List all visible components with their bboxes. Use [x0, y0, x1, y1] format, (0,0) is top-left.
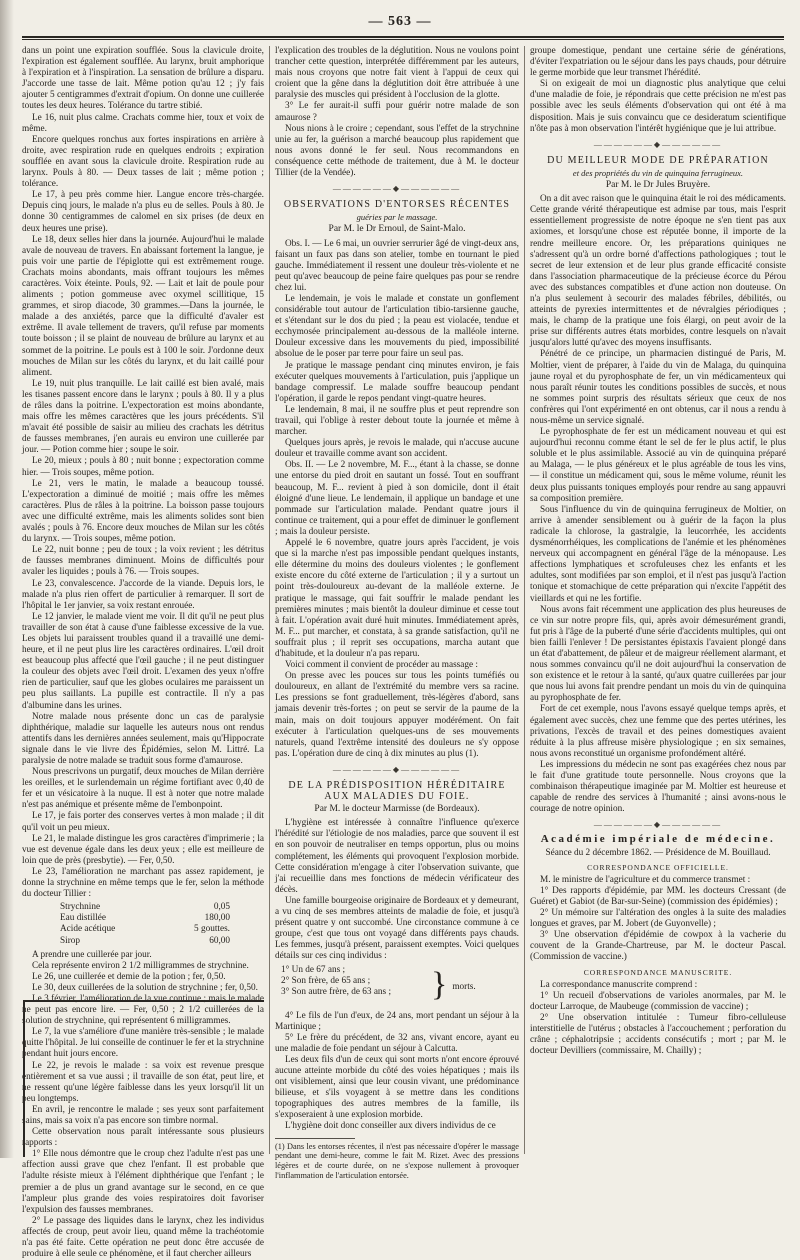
- paragraph: Voici comment il convient de procéder au massage :: [285, 660, 478, 671]
- paragraph: En avril, je rencontre le malade ; ses yeux sont parfaitement sains, mais sa voix n'a pas encore son timbre normal.: [22, 1104, 264, 1126]
- author-byline: Par M. le Dr Jules Bruyère.: [605, 180, 711, 191]
- case-list: [281, 965, 519, 1009]
- subsection-heading: CORRESPONDANCE MANUSCRITE.: [583, 967, 733, 977]
- section-divider: ——————◆——————: [332, 764, 462, 774]
- paragraph: Obs. II. — Le 2 novembre, M. F..., étant à la chasse, se donne une entorse du pied droit en sautant un fossé. Tout en souffrant beaucoup, M. F... revient à pied à son domicile, dont il était éloigné d'une lieue. Le lendemain, il applique un bandage et une pommade sur l'articulation malade. Pendant quatre jours il continue ce traitement, qui a pour effet de diminuer le gonflement ; mais la douleur persiste.: [275, 460, 519, 537]
- paragraph: Nous prescrivons un purgatif, deux mouches de Milan derrière les oreilles, et le surlendemain un régime fortifiant avec 0,40 de fer et un vésicatoire à la nuque. Il est à noter que notre malade n'est pas anémique et présente même de l'embonpoint.: [22, 767, 264, 811]
- column-left: [22, 46, 264, 1260]
- prescription-name: Strychnine: [60, 902, 101, 913]
- page-number: — 563 —: [368, 14, 432, 29]
- prescription-qty: 60,00: [209, 935, 230, 946]
- paragraph: Le 26, une cuillerée et demie de la potion ; fer, 0,50.: [32, 971, 226, 982]
- header-rule: [22, 36, 784, 40]
- column-divider: [269, 46, 270, 1154]
- paragraph: Le pyrophosphate de fer est un médicament nouveau et qui est aujourd'hui reconnu comme étant le sel de fer le plus actif, le plus soluble et le plus assimilable. Associé au vin de quinquina préparé au Malaga, — le plus généreux et le plus agréable de tous les vins, — il constitue un médicament qui, sous le même volume, réunit les deux plus puissants toniques employés pour rendre au sang appauvri sa composition première.: [530, 427, 786, 504]
- paragraph: Le 17, je fais porter des conserves vertes à mon malade ; il dit qu'il voit un peu mieux.: [22, 811, 264, 833]
- prescription-name: Acide acétique: [60, 924, 116, 935]
- paragraph: Pénétré de ce principe, un pharmacien distingué de Paris, M. Moltier, vient de préparer, à l'aide du vin de Malaga, du quinquina jaune royal et du pyrophosphate de fer, un vin médicamenteux qui nous paraît réunir toutes les conditions possibles de succès, et nous ne sommes point surpris des résultats sérieux que ceux de nos confrères qui l'ont expérimenté en ont obtenus, car il nous a rendu à nous-même un service signalé.: [530, 349, 786, 426]
- section-divider: ——————◆——————: [593, 139, 723, 149]
- prescription-row: [60, 936, 230, 947]
- column-right: [530, 46, 786, 1154]
- section-subtitle: et des propriétés du vin de quinquina ferrugineux.: [572, 167, 744, 178]
- author-byline: Par M. le docteur Marmisse (de Bordeaux).: [314, 804, 480, 815]
- section-title: DU MEILLEUR MODE DE PRÉPARATION: [547, 154, 769, 166]
- paragraph: Cela représente environ 2 1/2 milligrammes de strychnine.: [32, 960, 249, 971]
- paragraph: l'explication des troubles de la déglutition. Nous ne voulons point trancher cette question, interprétée différemment par les auteurs, mais nous croyons que notre fait vient à l'appui de ceux qui croient que la gêne dans la déglutition doit être attribuée à une paralysie des muscles qui président à l'occlusion de la glotte.: [275, 46, 519, 101]
- paragraph: Le 3 février, l'amélioration de la vue continue ; mais le malade ne peut pas encore lire. — Fer, 0,50 ; 2 1/2 cuillerées de la solution de strychnine, qui représentent 6 milligrammes.: [22, 993, 264, 1027]
- case-item: 2° Son frère, de 65 ans ;: [281, 975, 371, 986]
- paragraph: groupe domestique, pendant une certaine série de générations, d'éviter l'expatriation ou le séjour dans les pays chauds, pour détruire le germe morbide que leur transmet l'hérédité.: [530, 46, 786, 79]
- prescription-qty: 180,00: [204, 913, 230, 924]
- paragraph: Le 19, nuit plus tranquille. Le lait caillé est bien avalé, mais les tisanes passent encore dans le larynx ; pouls à 80. Il y a plus de râles dans la poitrine. L'expectoration est moins abondante, mais offre les mêmes caractères que les jours précédents. S'il m'avait été possible de saisir au milieu des crachats les détritus de fausses membranes, j'en aurais eu environ une cuillerée par jour. — Potion comme hier ; soupe le soir.: [22, 378, 264, 456]
- brace-glyph: }: [431, 965, 448, 1003]
- paragraph: Le 23, convalescence. J'accorde de la viande. Depuis lors, le malade n'a plus rien offert de particulier à remarquer. Il sort de l'hôpital le 1er janvier, sa voix restant enrouée.: [22, 578, 264, 611]
- paragraph: 3° Le fer aurait-il suffi pour guérir notre malade de son amaurose ?: [275, 101, 519, 123]
- prescription-name: Sirop: [60, 935, 81, 946]
- prescription-qty: 5 gouttes.: [194, 924, 230, 935]
- paragraph: dans un point une expiration soufflée. Sous la clavicule droite, l'expiration est également soufflée. Au larynx, bruit amphorique à l'expiration et à l'inspiration. La sensation de brûlure a disparu. J'accorde une tasse de lait. Même potion qu'au 12 ; j'y fais ajouter 5 centigrammes d'extrait d'opium. On donne une cuillerée toutes les deux heures. Tolérance du tartre stibié.: [22, 46, 264, 112]
- paragraph: 5° Le frère du précédent, de 32 ans, vivant encore, ayant eu une maladie de foie pendant un séjour à Calcutta.: [275, 1032, 519, 1054]
- paragraph: Le 22, je revois le malade : sa voix est revenue presque entièrement et sa vue aussi ; il travaille de son état, peut lire, et ne ressent qu'une légère faiblesse dans les yeux lorsqu'il lit un peu longtemps.: [22, 1060, 264, 1104]
- case-item: 1° Un de 67 ans ;: [281, 964, 346, 975]
- page-fold-shadow: [0, 0, 14, 1158]
- paragraph: Sous l'influence du vin de quinquina ferrugineux de Moltier, on arrive à amender sensiblement ou à guérir de la façon la plus radicale la chlorose, la gastralgie, la leucorrhée, les accidents dysménorrhéiques, les complications de l'anémie et les phénomènes nerveux qui accompagnent en général l'âge de la ménopause. Les affections lymphatiques et scrofuleuses chez les enfants et les adultes, sont modifiées par son emploi, et il n'est pas jusqu'à l'action tonique et stomachique de cette préparation qui n'excite l'appétit des vieillards et qui ne les fortifie.: [530, 504, 786, 604]
- paragraph: L'hygiène doit donc conseiller aux divers individus de ce: [285, 1121, 496, 1132]
- section-subtitle: guéries par le massage.: [356, 212, 438, 223]
- prescription-row: [60, 924, 230, 935]
- paragraph: Le 17, à peu près comme hier. Langue encore très-chargée. Depuis cinq jours, le malade n'a plus eu de selles. Pouls à 80. Je donne 30 centigrammes de calomel en six prises (de deux en deux heures une prise).: [22, 190, 264, 234]
- paragraph: L'hygiène est intéressée à connaître l'influence qu'exerce l'hérédité sur l'étiologie de nos maladies, parce que souvent il est en son pouvoir de neutraliser en temps opportun, plus ou moins complétement, les éléments qui provoquent l'explosion morbide. Cette considération m'engage à citer l'observation suivante, que j'ai recueillie dans mes fonctions de médecin vérificateur des décès.: [275, 818, 519, 895]
- paragraph: 2° Le passage des liquides dans le larynx, chez les individus affectés de croup, peut avoir lieu, quand même la trachéotomie n'a pas été faite. Cette opération ne peut donc être accusée de produire à elle seule ce phénomène, et il faut chercher ailleurs: [22, 1215, 264, 1260]
- paragraph: Le 21, le malade distingue les gros caractères d'imprimerie ; la vue est devenue égale dans les deux yeux ; elle est meilleure de loin que de près (presbytie). — Fer, 0,50.: [22, 833, 264, 866]
- column-divider: [524, 46, 525, 1154]
- section-title: OBSERVATIONS D'ENTORSES RÉCENTES: [283, 199, 511, 211]
- case-group-label: morts.: [452, 981, 476, 992]
- paragraph: 1° Des rapports d'épidémie, par MM. les docteurs Cressant (de Guéret) et Gabiot (de Bar-sur-Seine) (commission des épidémies) ;: [530, 885, 786, 907]
- paragraph: Notre malade nous présente donc un cas de paralysie diphthérique, maladie sur laquelle les auteurs nous ont rendus attentifs dans les dernières années seulement, mais qu'Hippocrate signale dans le vie livre des Épidémies, selon M. Littré. La paralysie de notre malade se traduit sous forme d'amaurose.: [22, 711, 264, 766]
- paragraph: Les impressions du médecin ne sont pas exagérées chez nous par le fait d'une gratitude toute personnelle. Nous croyons que la combinaison thérapeutique imaginée par M. Moltier est heureuse et capable de rendre des services à l'humanité ; ainsi avons-nous le courage de notre opinion.: [530, 759, 786, 815]
- paragraph: Fort de cet exemple, nous l'avons essayé quelque temps après, et également avec succès, chez une femme que des pertes utérines, les privations, l'excès de travail et des peines domestiques avaient réduite à la plus affreuse misère physiologique ; en six semaines, nous avons reconstitué un organisme profondément altéré.: [530, 704, 786, 759]
- paragraph: On a dit avec raison que le quinquina était le roi des médicaments. Cette grande vérité thérapeutique est admise par tous, mais l'esprit essentiellement progressiste de notre époque ne s'en tient pas aux axiomes, et lorsqu'une chose est réputée bonne, il importe de la rendre meilleure encore. Or, les préparations quiniques ne s'adressent qu'à un ordre borné d'affections pathologiques ; tout le secret de leur extension et de leur plus grande efficacité consiste dans l'association pharmaceutique de la précieuse écorce du Pérou avec des substances compatibles et d'une action non douteuse. On n'a plus seulement à secourir des malades fébriles, débilités, ou atteints de pyrexies intermittentes et de névralgies périodiques ; mais, le champ de la pratique une fois élargi, on peut avoir de la prise sur différents autres états morbides, contre lesquels on n'avait jusqu'alors lutté qu'avec des moyens insuffisants.: [530, 194, 786, 349]
- prescription-list: [60, 902, 264, 946]
- prescription-row: [60, 913, 230, 924]
- section-title: DE LA PRÉDISPOSITION HÉRÉDITAIRE AUX MALADIES DU FOIE.: [288, 780, 506, 803]
- prescription-name: Eau distillée: [60, 913, 106, 924]
- paragraph: Le 22, nuit bonne ; peu de toux ; la voix revient ; les détritus de fausses membranes diminuent. Moins de difficultés pour avaler les liquides ; pouls à 76. — Trois soupes.: [22, 545, 264, 578]
- paragraph: Je pratique le massage pendant cinq minutes environ, je fais exécuter quelques mouvements à l'articulation, puis j'applique un bandage compressif. Le malade souffre beaucoup pendant l'opération, il garde le repos pendant vingt-quatre heures.: [275, 360, 519, 404]
- paragraph: 4° Le fils de l'un d'eux, de 24 ans, mort pendant un séjour à la Martinique ;: [275, 1010, 519, 1032]
- paragraph: 2° Un mémoire sur l'altération des ongles à la suite des maladies longues et graves, par M. Jobert (de Guyonvelle) ;: [530, 908, 786, 930]
- section-divider: ——————◆——————: [593, 820, 723, 830]
- paragraph: Le 18, deux selles hier dans la journée. Aujourd'hui le malade avale de nouveau de travers. En abaissant fortement la langue, je puis voir une partie de l'épiglotte qui est extrêmement rouge. Crachats moins abondants, mais offrant toujours les mêmes caractères. Voix éteinte. Pouls, 92. — Lait et lait de poule pour aliments ; potion gommeuse avec oxymel scillitique, 15 grammes, et sirop diacode, 30 grammes.—Dans la journée, le malade a des anxiétés, parce que la difficulté d'avaler est extrême. Il avale tellement de travers, qu'il refuse par moments toute boisson ; il se plaint de nouveau de brûlure au larynx et au sommet de la poitrine. Le pouls est à 100 le soir. J'ordonne deux mouches de Milan sur les côtés du larynx, et du lait caillé pour aliment.: [22, 234, 264, 378]
- seance-line: Séance du 2 décembre 1862. — Présidence de M. Bouillaud.: [545, 847, 771, 858]
- section-divider: ——————◆——————: [332, 184, 462, 194]
- academie-title: Académie impériale de médecine.: [540, 833, 776, 846]
- paragraph: 2° Une observation intitulée : Tumeur fibro-celluleuse interstitielle de l'utérus ; obstacles à l'accouchement ; perforation du crâne ; céphalotripsie ; accidents consécutifs ; mort ; par M. le docteur Devilliers (commissaire, M. Chailly) ;: [530, 1012, 786, 1057]
- paragraph: Le 12 janvier, le malade vient me voir. Il dit qu'il ne peut plus travailler de son état à cause d'une faiblesse excessive de la vue. Les objets lui paraissent troubles quand il a travaillé une demi-heure, et il ne peut plus lire les caractères ordinaires. L'œil droit est beaucoup plus affecté que l'œil gauche ; il ne peut distinguer la couleur des objets avec l'œil droit. L'examen des yeux n'offre rien de particulier, sauf que les globes oculaires me paraissent un peu plus saillants. La pupille est contractile. Il n'y a pas d'albumine dans les urines.: [22, 611, 264, 711]
- paragraph: Quelques jours après, je revois le malade, qui n'accuse aucune douleur et travaille comme avant son accident.: [275, 438, 519, 460]
- paragraph: 1° Elle nous démontre que le croup chez l'adulte n'est pas une affection aussi grave que chez l'enfant. Il est probable que l'adulte résiste mieux à l'élément diphthérique que l'enfant ; le premier a de plus un grand avantage sur le second, en ce que l'ampleur plus grande des voies respiratoires doit favoriser l'expulsion des fausses membranes.: [22, 1149, 264, 1215]
- paragraph: Le 21, vers le matin, le malade a beaucoup toussé. L'expectoration a diminué de moitié ; mais offre les mêmes caractères. Plus de râles à la poitrine. La boisson passe toujours avec une difficulté extrême, mais les aliments solides sont bien avalés ; pouls à 76. Encore deux mouches de Milan sur les côtés du larynx. — Trois soupes, même potion.: [22, 478, 264, 545]
- paragraph: Cette observation nous paraît intéressante sous plusieurs rapports :: [22, 1127, 264, 1149]
- case-item: 3° Son autre frère, de 63 ans ;: [281, 986, 392, 997]
- paragraph: Une famille bourgeoise originaire de Bordeaux et y demeurant, a vu cinq de ses membres atteints de maladie de foie, et jusqu'à présent quatre y ont succombé. Une circonstance commune à ce groupe, c'est que tous ont voyagé dans différents pays chauds. Les femmes, jusqu'à présent, paraissent exemptes. Voici quelques détails sur ces cinq individus :: [275, 895, 519, 962]
- paragraph: Encore quelques ronchus aux fortes inspirations en arrière à droite, avec respiration rude en quelques endroits ; expiration soufflée en avant sous la clavicule droite. Respiration rude au larynx. Pouls à 80. — Deux tasses de lait ; même potion ; tolérance.: [22, 134, 264, 190]
- paragraph: 3° Une observation d'épidémie de cowpox à la vacherie du couvent de la Grande-Chartreuse, par M. le docteur Pascal. (Commission de vaccine.): [530, 930, 786, 963]
- paragraph: Nous nions à le croire ; cependant, sous l'effet de la strychnine unie au fer, la guérison a marché beaucoup plus rapidement que nous avons donné le fer seul. Nous recommandons en conséquence cette méthode de traitement, due à M. le docteur Tillier (de la Vendée).: [275, 123, 519, 179]
- paragraph: Obs. I. — Le 6 mai, un ouvrier serrurier âgé de vingt-deux ans, faisant un faux pas dans son atelier, tombe en tournant le pied gauche. Immédiatement il ressent une douleur très-violente et ne peut qu'avec beaucoup de peine faire quelques pas pour se rendre chez lui.: [275, 238, 519, 293]
- paragraph: Le 16, nuit plus calme. Crachats comme hier, toux et voix de même.: [22, 112, 264, 134]
- footnote-rule: [275, 1138, 355, 1139]
- paragraph: Le 7, la vue s'améliore d'une manière très-sensible ; le malade quitte l'hôpital. Je lui conseille de continuer le fer et la strychnine pendant huit jours encore.: [22, 1027, 264, 1060]
- paragraph: Le 23, l'amélioration ne marchant pas assez rapidement, je donne la strychnine en même temps que le fer, selon la méthode du docteur Tillier :: [22, 866, 264, 900]
- paragraph: Les deux fils d'un de ceux qui sont morts n'ont encore éprouvé aucune atteinte morbide du côté des voies hépatiques ; mais ils ont visiblement, ainsi que leur cousin vivant, une prédominance bilieuse, et s'ils voyagent à se mettre dans les conditions topographiques des autres membres de la famille, ils s'exposeraient à une explosion morbide.: [275, 1054, 519, 1121]
- paragraph: 1° Un recueil d'observations de varioles anormales, par M. le docteur Larroque, de Maubeuge (commission de vaccine) ;: [530, 990, 786, 1012]
- paragraph: Appelé le 6 novembre, quatre jours après l'accident, je vois que si la marche n'est pas impossible pendant quelques instants, elle détermine du moins des douleurs violentes ; le gonflement existe encore du côté externe de l'articulation ; il y a surtout un point très-douloureux au-devant de la malléole externe. Je pratique le massage, qui fait souffrir le malade pendant les premières minutes ; mais bientôt la douleur diminue et cesse tout à fait. L'opération avait duré huit minutes. Immédiatement après, M. F... put marcher, et constata, à sa grande satisfaction, qu'il ne souffrait plus ; il reprit ses occupations, marcha autant que d'habitude, et la douleur n'a pas reparu.: [275, 538, 519, 659]
- footnote: (1) Dans les entorses récentes, il n'est pas nécessaire d'opérer le massage pendant une demi-heure, comme le fait M. Rizet. Avec des pressions légères et de courte durée, on ne s'expose nullement à provoquer l'inflammation de l'articulation entorsée.: [275, 1141, 519, 1180]
- paragraph: Nous avons fait récemment une application des plus heureuses de ce vin sur notre propre fils, qui, après avoir démesurément grandi, fut pris à l'âge de la puberté d'une série d'accidents multiples, qui ont bien failli l'enlever ! De persistantes épistaxis l'avaient plongé dans un état d'abattement, de pâleur et de maigreur réellement alarmant, et nous sommes convaincu qu'il ne doit aujourd'hui la conservation de son existence et le retour à la santé, qu'aux quatre cuillerées par jour que nous lui avons fait prendre pendant un mois du vin de quinquina au pyrophosphate de fer.: [530, 604, 786, 704]
- paragraph: A prendre une cuillerée par jour.: [32, 949, 152, 960]
- prescription-row: [60, 902, 230, 913]
- paragraph: Le 20, mieux ; pouls à 80 ; nuit bonne ; expectoration comme hier. — Trois soupes, même potion.: [22, 456, 264, 478]
- paragraph: Le 30, deux cuillerées de la solution de strychnine ; fer, 0,50.: [32, 982, 258, 993]
- paragraph: Le lendemain, je vois le malade et constate un gonflement considérable tout autour de l'articulation tibio-tarsienne gauche, et s'étendant sur le dos du pied ; la peau est violacée, tendue et ecchymosée principalement au-dessous de la malléole interne. Douleur excessive dans les mouvements du pied, impossibilité absolue de le poser par terre pour faire un seul pas.: [275, 293, 519, 360]
- paragraph: M. le ministre de l'agriculture et du commerce transmet :: [540, 874, 751, 885]
- subsection-heading: CORRESPONDANCE OFFICIELLE.: [587, 862, 729, 872]
- prescription-qty: 0,05: [213, 902, 230, 913]
- column-middle: [275, 46, 519, 1180]
- paragraph: La correspondance manuscrite comprend :: [540, 979, 698, 990]
- paragraph: On presse avec les pouces sur tous les points tuméfiés ou douloureux, en allant de l'extrémité du membre vers sa racine. Les pressions se font graduellement, très-légères d'abord, sans jamais devenir très-fortes ; on peut se servir de la paume de la main, mais on doit toujours appuyer modérément. On fait exécuter à l'articulation quelques-uns de ses mouvements naturels, quand l'extrême intensité des douleurs ne s'y oppose pas. L'opération dure de cinq à dix minutes au plus (1).: [275, 671, 519, 759]
- author-byline: Par M. le Dr Ernoul, de Saint-Malo.: [328, 224, 466, 235]
- paragraph: Si on exigeait de moi un diagnostic plus analytique que celui d'une maladie de foie, je répondrais que cette précision ne m'est pas possible avec les seuls éléments d'observation qui ont été à ma disposition. Mais je suis convaincu que ce desideratum scientifique n'ôte pas à mon observation l'intérêt hygiénique que je lui attribue.: [530, 79, 786, 134]
- paragraph: Le lendemain, 8 mai, il ne souffre plus et peut reprendre son travail, qui l'oblige à rester debout toute la journée et même à marcher.: [275, 404, 519, 438]
